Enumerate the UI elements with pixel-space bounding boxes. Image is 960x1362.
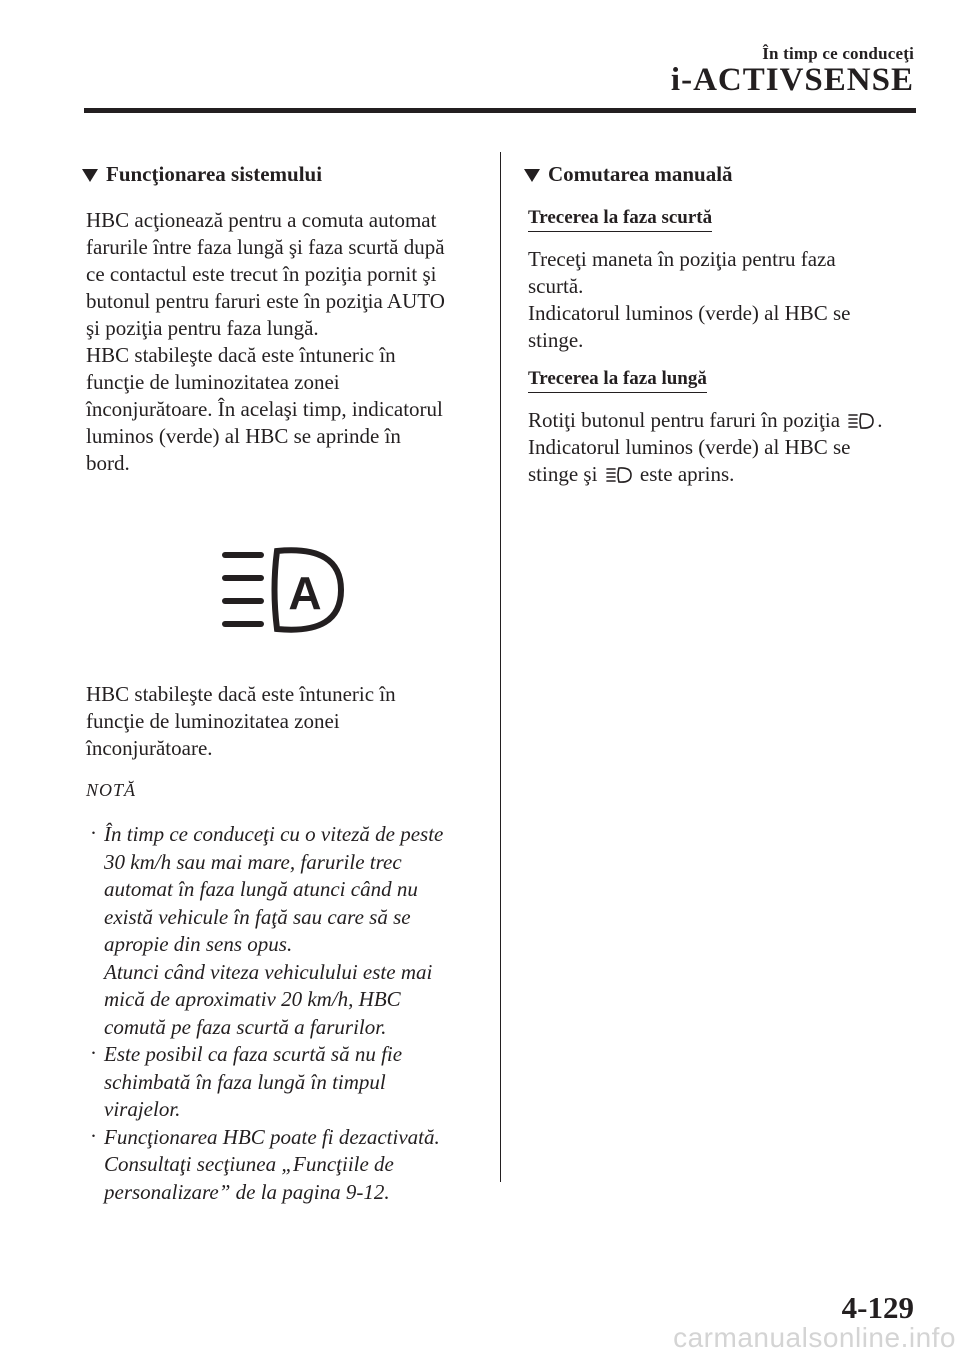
note-item xyxy=(86,1124,478,1207)
hbc-indicator-figure xyxy=(86,541,478,641)
section-heading-system-operation xyxy=(80,162,478,187)
text-line: comută pe faza scurtă a farurilor. xyxy=(104,1014,387,1039)
heading-text: Comutarea manuală xyxy=(548,162,733,186)
text-line: scurtă. xyxy=(528,274,584,298)
text-line: HBC stabileşte dacă este întuneric în xyxy=(86,343,396,367)
text-line: există vehicule în faţă sau care să se xyxy=(104,904,411,929)
text-line: schimbată în faza lungă în timpul xyxy=(104,1069,386,1094)
text-line xyxy=(528,461,920,488)
section-heading-manual-switching xyxy=(522,162,920,187)
auto-high-beam-indicator-icon xyxy=(217,541,347,641)
text-line: Indicatorul luminos (verde) al HBC se xyxy=(528,435,851,459)
low-beam-section xyxy=(528,207,920,354)
text-fragment: . xyxy=(877,408,883,432)
text-line: înconjurătoare. În acelaşi timp, indicatorul xyxy=(86,397,443,421)
text-line: automat în faza lungă atunci când nu xyxy=(104,877,418,901)
high-beam-subheading: Trecerea la faza lungă xyxy=(528,368,707,393)
text-line: 30 km/h sau mai mare, farurile trec xyxy=(104,849,402,874)
column-divider xyxy=(500,152,501,1182)
auto-letter: A xyxy=(288,567,322,619)
text-line: stinge. xyxy=(528,328,584,352)
high-beam-section xyxy=(528,368,920,488)
left-column xyxy=(86,162,478,1206)
text-line: În timp ce conduceţi cu o viteză de peste xyxy=(104,822,444,846)
text-line: şi poziţia pentru faza lungă. xyxy=(86,316,319,340)
text-line: Consultaţi secţiunea „Funcţiile de xyxy=(104,1152,394,1176)
text-line: butonul pentru faruri este în poziţia AUTO xyxy=(86,289,445,313)
text-fragment: stinge şi xyxy=(528,462,598,486)
low-beam-text xyxy=(528,246,920,354)
text-line: HBC acţionează pentru a comuta automat xyxy=(86,208,437,232)
text-line: ce contactul este trecut în poziţia pornit şi xyxy=(86,262,437,286)
bullet-icon: · xyxy=(90,1041,97,1065)
high-beam-icon xyxy=(847,412,875,430)
text-line: virajelor. xyxy=(104,1097,181,1121)
text-line: funcţie de luminozitatea zonei xyxy=(86,370,340,394)
text-line: luminos (verde) al HBC se aprinde în xyxy=(86,424,401,448)
header-divider xyxy=(84,108,916,113)
text-line: personalizare” de la pagina 9-12. xyxy=(104,1179,390,1204)
text-line: Funcţionarea HBC poate fi dezactivată. xyxy=(104,1124,440,1149)
text-line: funcţie de luminozitatea zonei xyxy=(86,709,340,733)
note-label: NOTĂ xyxy=(86,780,137,800)
text-line: înconjurătoare. xyxy=(86,736,213,760)
page-number: 4-129 xyxy=(841,1290,914,1325)
high-beam-text xyxy=(528,407,920,488)
down-triangle-icon xyxy=(80,166,100,184)
text-line: bord. xyxy=(86,451,130,475)
text-line: HBC stabileşte dacă este întuneric în xyxy=(86,682,396,706)
heading-text: Funcţionarea sistemului xyxy=(106,162,323,186)
bullet-icon: · xyxy=(90,1123,97,1148)
text-line: Este posibil ca faza scurtă să nu fie xyxy=(104,1042,403,1066)
text-line: farurile între faza lungă şi faza scurtă după xyxy=(86,235,445,259)
right-column xyxy=(528,162,920,502)
text-line: Treceţi maneta în poziţia pentru faza xyxy=(528,247,836,271)
text-fragment: Rotiţi butonul pentru faruri în poziţia xyxy=(528,408,841,432)
down-triangle-icon xyxy=(522,166,542,184)
chapter-label: În timp ce conduceţi xyxy=(762,44,914,63)
low-beam-subheading: Trecerea la faza scurtă xyxy=(528,207,712,232)
text-line: mică de aproximativ 20 km/h, HBC xyxy=(104,987,401,1011)
system-description xyxy=(86,207,478,477)
watermark: carmanualsonline.info xyxy=(673,1322,956,1353)
text-line: Atunci când viteza vehiculului este mai xyxy=(104,959,433,984)
text-line: apropie din sens opus. xyxy=(104,932,293,956)
text-fragment: este aprins. xyxy=(639,462,735,486)
high-beam-icon xyxy=(605,466,633,484)
darkness-detection-text xyxy=(86,681,478,762)
note-list xyxy=(86,821,478,1206)
note-item xyxy=(86,1041,478,1124)
text-line xyxy=(528,407,920,434)
note-item xyxy=(86,821,478,1041)
section-title: i-ACTIVSENSE xyxy=(670,62,914,98)
bullet-icon: · xyxy=(90,821,97,845)
text-line: Indicatorul luminos (verde) al HBC se xyxy=(528,301,851,325)
